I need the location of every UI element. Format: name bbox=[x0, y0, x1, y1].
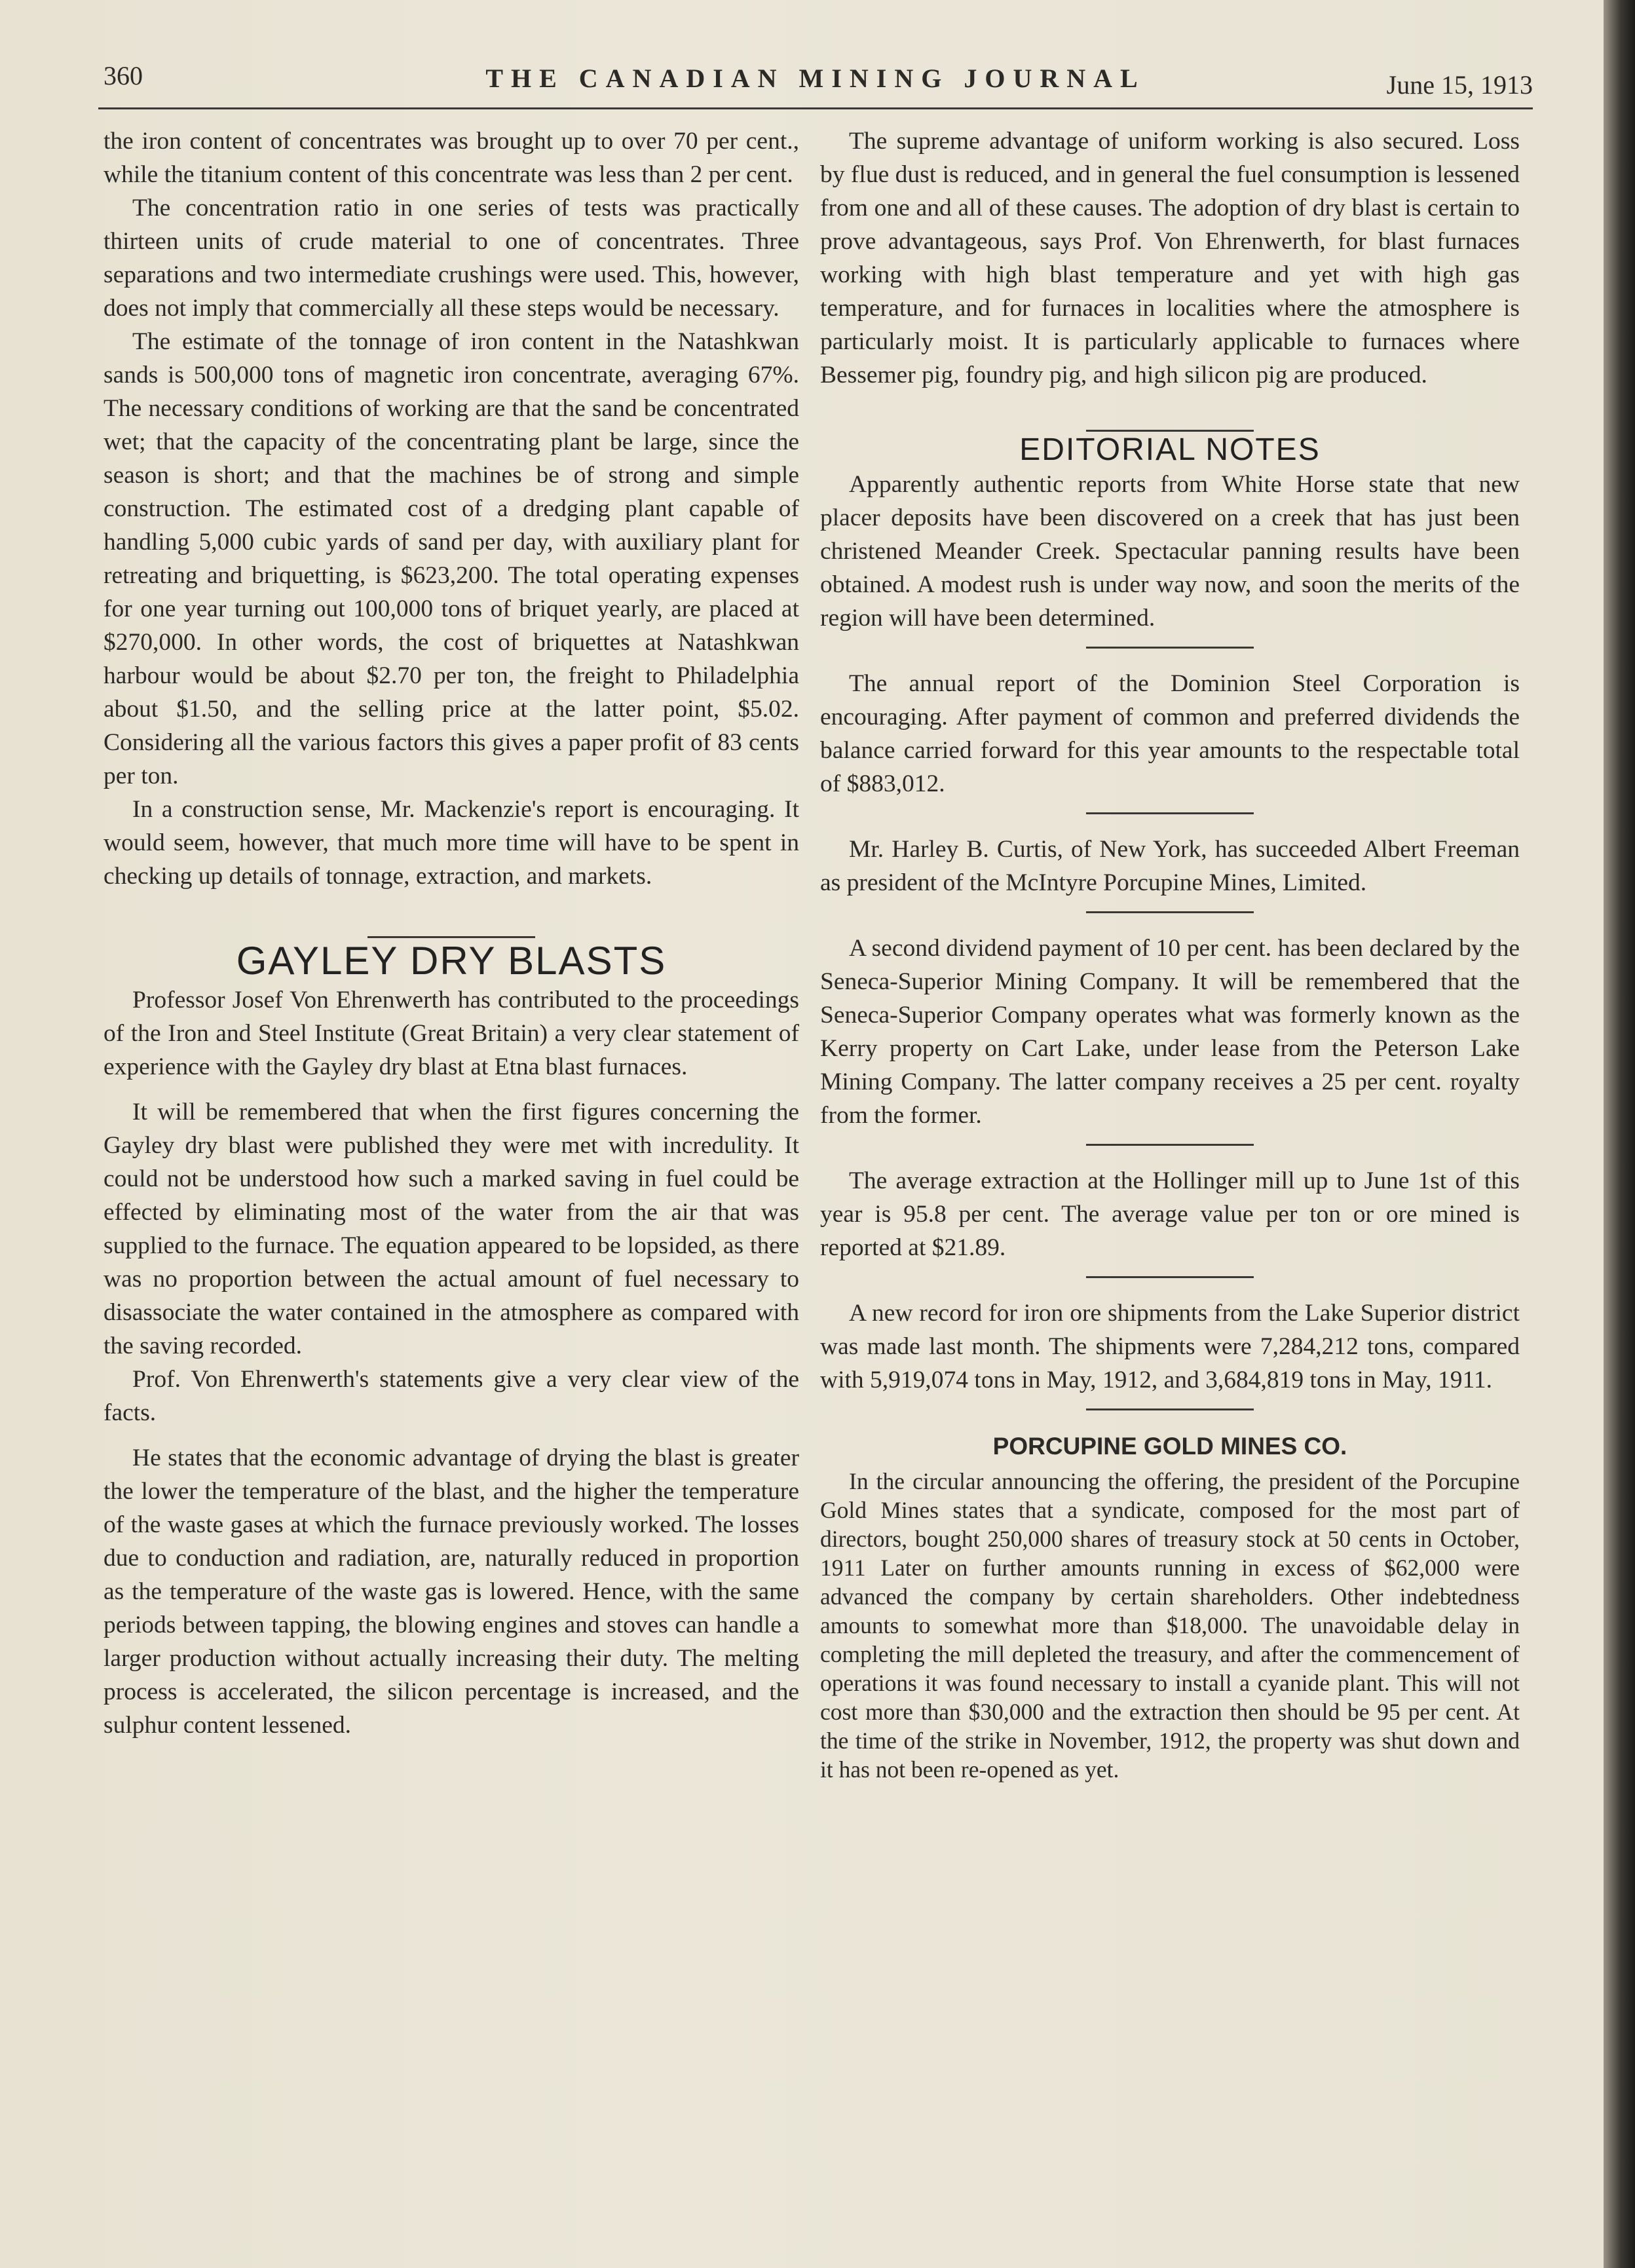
note-divider bbox=[1086, 647, 1254, 649]
porcupine-paragraph: In the circular announcing the offering, the president of the Porcupine Gold Mines states that a syndicate, composed for the most part of directors, bought 250,000 shares of treasury stock at 50 cents in October, 1911 Later on further amounts running in excess of $62,000 were advanced the company by certain shareholders. Other indebtedness amounts to somewhat more than $18,000. The unavoidable delay in completing the mill depleted the treasury, and after the commencement of operations it was found necessary to install a cyanide plant. This will not cost more than $30,000 and the extraction then should be 95 per cent. At the time of the strike in November, 1912, the property was shut down and it has not been re-opened as yet. bbox=[820, 1468, 1520, 1783]
gayley-paragraph: It will be remembered that when the first figures concerning the Gayley dry blast were published they were met with incredulity. It could not be understood how such a marked saving in fuel could be effected by eliminating most of the water from the air that was supplied to the furnace. The equation appeared to be lopsided, as there was no proportion between the actual amount of fuel necessary to disassociate the water contained in the atmosphere as compared with the saving recorded. bbox=[103, 1099, 799, 1359]
porcupine-section-title: PORCUPINE GOLD MINES CO. bbox=[992, 1433, 1347, 1460]
note-divider bbox=[1086, 911, 1254, 913]
editorial-note: The annual report of the Dominion Steel Corporation is encouraging. After payment of common and preferred dividends the balance carried forward for this year amounts to the respectable total of $883,012. bbox=[820, 670, 1520, 797]
editorial-note: Apparently authentic reports from White Horse state that new placer deposits have been discovered on a creek that has just been christened Meander Creek. Spectacular panning results have been obtained. A modest rush is under way now, and soon the merits of the region will have been determined. bbox=[820, 471, 1520, 632]
note-divider bbox=[1086, 1276, 1254, 1278]
note-divider bbox=[1086, 812, 1254, 814]
issue-date: June 15, 1913 bbox=[1386, 70, 1533, 100]
gayley-paragraph: Prof. Von Ehrenwerth's statements give a very clear view of the facts. bbox=[103, 1366, 799, 1426]
gayley-paragraph: Professor Josef Von Ehrenwerth has contributed to the proceedings of the Iron and Steel Institute (Great Britain) a very clear statement of experience with the Gayley dry blast at Etna blast furnaces. bbox=[103, 987, 799, 1080]
page-header bbox=[98, 60, 1533, 109]
note-divider bbox=[1086, 1408, 1254, 1410]
editorial-notes-title: EDITORIAL NOTES bbox=[1019, 432, 1321, 467]
left-column bbox=[103, 124, 799, 1742]
gayley-section-title: GAYLEY DRY BLASTS bbox=[236, 939, 667, 983]
page-number: 360 bbox=[103, 61, 143, 90]
article-paragraph: In a construction sense, Mr. Mackenzie's report is encouraging. It would seem, however, that much more time will have to be spent in checking up details of tonnage, extraction, and markets. bbox=[103, 796, 799, 890]
editorial-note: Mr. Harley B. Curtis, of New York, has succeeded Albert Freeman as president of the McIntyre Porcupine Mines, Limited. bbox=[820, 836, 1520, 896]
article-paragraph: The estimate of the tonnage of iron content in the Natashkwan sands is 500,000 tons of magnetic iron concentrate, averaging 67%. The necessary conditions of working are that the sand be concentrated wet; that the capacity of the concentrating plant be large, since the season is short; and that the machines be of strong and simple construction. The estimated cost of a dredging plant capable of handling 5,000 cubic yards of sand per day, with auxiliary plant for retreating and briquetting, is $623,200. The total operating expenses for one year turning out 100,000 tons of briquet yearly, are placed at $270,000. In other words, the cost of briquettes at Natashkwan harbour would be about $2.70 per ton, the freight to Philadelphia about $1.50, and the selling price at the latter point, $5.02. Considering all the various factors this gives a paper profit of 83 cents per ton. bbox=[103, 328, 799, 789]
journal-title: THE CANADIAN MINING JOURNAL bbox=[485, 64, 1146, 93]
article-paragraph: the iron content of concentrates was brought up to over 70 per cent., while the titanium content of this concentrate was less than 2 per cent. bbox=[103, 128, 799, 188]
gayley-paragraph: He states that the economic advantage of drying the blast is greater the lower the temperature of the blast, and the higher the temperature of the waste gases at which the furnace previously worked. The losses due to conduction and radiation, are, naturally reduced in proportion as the temperature of the waste gas is lowered. Hence, with the same periods between tapping, the blowing engines and stoves can handle a larger production without actually increasing their duty. The melting process is accelerated, the silicon percentage is increased, and the sulphur content lessened. bbox=[103, 1445, 799, 1739]
right-column bbox=[820, 124, 1520, 1784]
gayley-continued-paragraph: The supreme advantage of uniform working is also secured. Loss by flue dust is reduced, and in general the fuel consumption is lessened from one and all of these causes. The adoption of dry blast is certain to prove advantageous, says Prof. Von Ehrenwerth, for blast furnaces working with high blast temperature and yet with high gas temperature, and for furnaces in localities where the atmosphere is particularly moist. It is particularly applicable to furnaces where Bessemer pig, foundry pig, and high silicon pig are produced. bbox=[820, 128, 1520, 388]
editorial-note: A second dividend payment of 10 per cent. has been declared by the Seneca-Superior Mining Company. It will be remembered that the Seneca-Superior Company operates what was formerly known as the Kerry property on Cart Lake, under lease from the Peterson Lake Mining Company. The latter company receives a 25 per cent. royalty from the former. bbox=[820, 935, 1520, 1129]
note-divider bbox=[1086, 1144, 1254, 1146]
editorial-note: A new record for iron ore shipments from the Lake Superior district was made last month. The shipments were 7,284,212 tons, compared with 5,919,074 tons in May, 1912, and 3,684,819 tons in May, 1911. bbox=[820, 1300, 1520, 1393]
book-binding-shadow bbox=[1604, 0, 1635, 2268]
editorial-note: The average extraction at the Hollinger mill up to June 1st of this year is 95.8 per cent. The average value per ton or ore mined is reported at $21.89. bbox=[820, 1167, 1520, 1261]
article-paragraph: The concentration ratio in one series of tests was practically thirteen units of crude material to one of concentrates. Three separations and two intermediate crushings were used. This, however, does not imply that commercially all these steps would be necessary. bbox=[103, 195, 799, 322]
